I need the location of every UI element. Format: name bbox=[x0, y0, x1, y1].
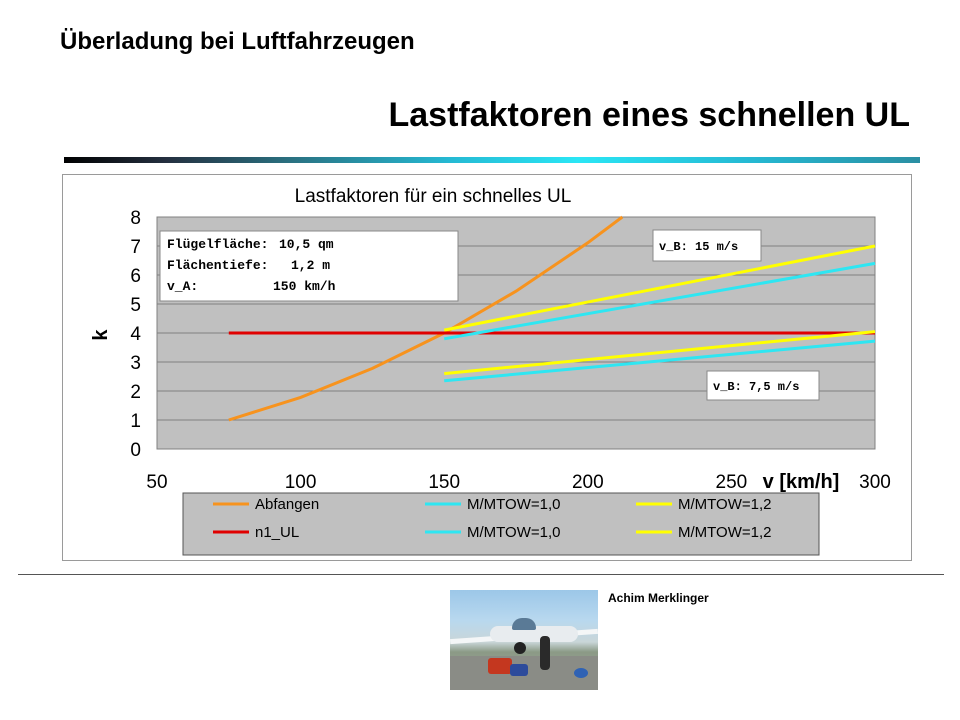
y-tick-label-1: 1 bbox=[130, 411, 141, 432]
x-tick-label-200: 200 bbox=[571, 472, 604, 493]
y-axis-ticks bbox=[130, 208, 141, 461]
author-name: Achim Merklinger bbox=[608, 591, 709, 605]
y-tick-label-2: 2 bbox=[130, 382, 141, 403]
x-tick-label-300: 300 bbox=[859, 472, 891, 493]
footer-divider bbox=[18, 574, 944, 575]
photo-luggage-blue bbox=[510, 664, 528, 676]
y-tick-label-7: 7 bbox=[130, 237, 141, 258]
y-tick-label-8: 8 bbox=[130, 208, 141, 229]
info-value-va: 150 km/h bbox=[273, 279, 336, 294]
legend-label-4: M/MTOW=1,0 bbox=[467, 524, 561, 541]
legend-label-3: M/MTOW=1,2 bbox=[678, 496, 772, 513]
y-tick-label-3: 3 bbox=[130, 353, 141, 374]
legend-label-5: M/MTOW=1,2 bbox=[678, 524, 772, 541]
info-label-fluegelflaeche: Flügelfläche: bbox=[167, 237, 269, 252]
x-tick-label-250: 250 bbox=[715, 472, 748, 493]
info-label-flaechentiefe: Flächentiefe: bbox=[167, 258, 269, 273]
y-tick-label-0: 0 bbox=[130, 440, 141, 461]
y-tick-label-4: 4 bbox=[130, 324, 141, 345]
legend-label-1: n1_UL bbox=[255, 524, 300, 541]
x-axis-label: v [km/h] bbox=[762, 471, 840, 493]
info-value-fluegelflaeche: 10,5 qm bbox=[279, 237, 334, 252]
chart-frame bbox=[62, 174, 912, 561]
photo-helmet bbox=[574, 668, 588, 678]
photo-person bbox=[540, 636, 550, 670]
photo-landing-gear bbox=[514, 642, 526, 654]
annotation-vb-15-text: v_B: 15 m/s bbox=[659, 240, 739, 254]
header-title: Überladung bei Luftfahrzeugen bbox=[60, 28, 415, 55]
y-tick-label-6: 6 bbox=[130, 266, 141, 287]
annotation-vb-7-5-text: v_B: 7,5 m/s bbox=[713, 380, 800, 394]
title-underline-bar bbox=[64, 157, 920, 163]
aircraft-photo bbox=[450, 590, 598, 690]
x-tick-label-150: 150 bbox=[428, 472, 461, 493]
info-box bbox=[160, 231, 458, 301]
photo-luggage-red bbox=[488, 658, 512, 674]
photo-plane-canopy bbox=[512, 618, 536, 630]
y-axis-label: k bbox=[90, 329, 112, 341]
x-tick-label-50: 50 bbox=[146, 472, 168, 493]
info-value-flaechentiefe: 1,2 m bbox=[291, 258, 331, 273]
x-tick-label-100: 100 bbox=[284, 472, 317, 493]
y-tick-label-5: 5 bbox=[130, 295, 141, 316]
legend bbox=[183, 493, 819, 555]
legend-label-0: Abfangen bbox=[255, 496, 320, 513]
chart-title: Lastfaktoren für ein schnelles UL bbox=[294, 186, 572, 207]
legend-label-2: M/MTOW=1,0 bbox=[467, 496, 561, 513]
load-factor-chart bbox=[63, 175, 911, 560]
info-label-va: v_A: bbox=[167, 279, 199, 294]
slide-title: Lastfaktoren eines schnellen UL bbox=[388, 96, 910, 134]
annotation-vb-7-5 bbox=[707, 371, 819, 400]
annotation-vb-15 bbox=[653, 230, 761, 261]
